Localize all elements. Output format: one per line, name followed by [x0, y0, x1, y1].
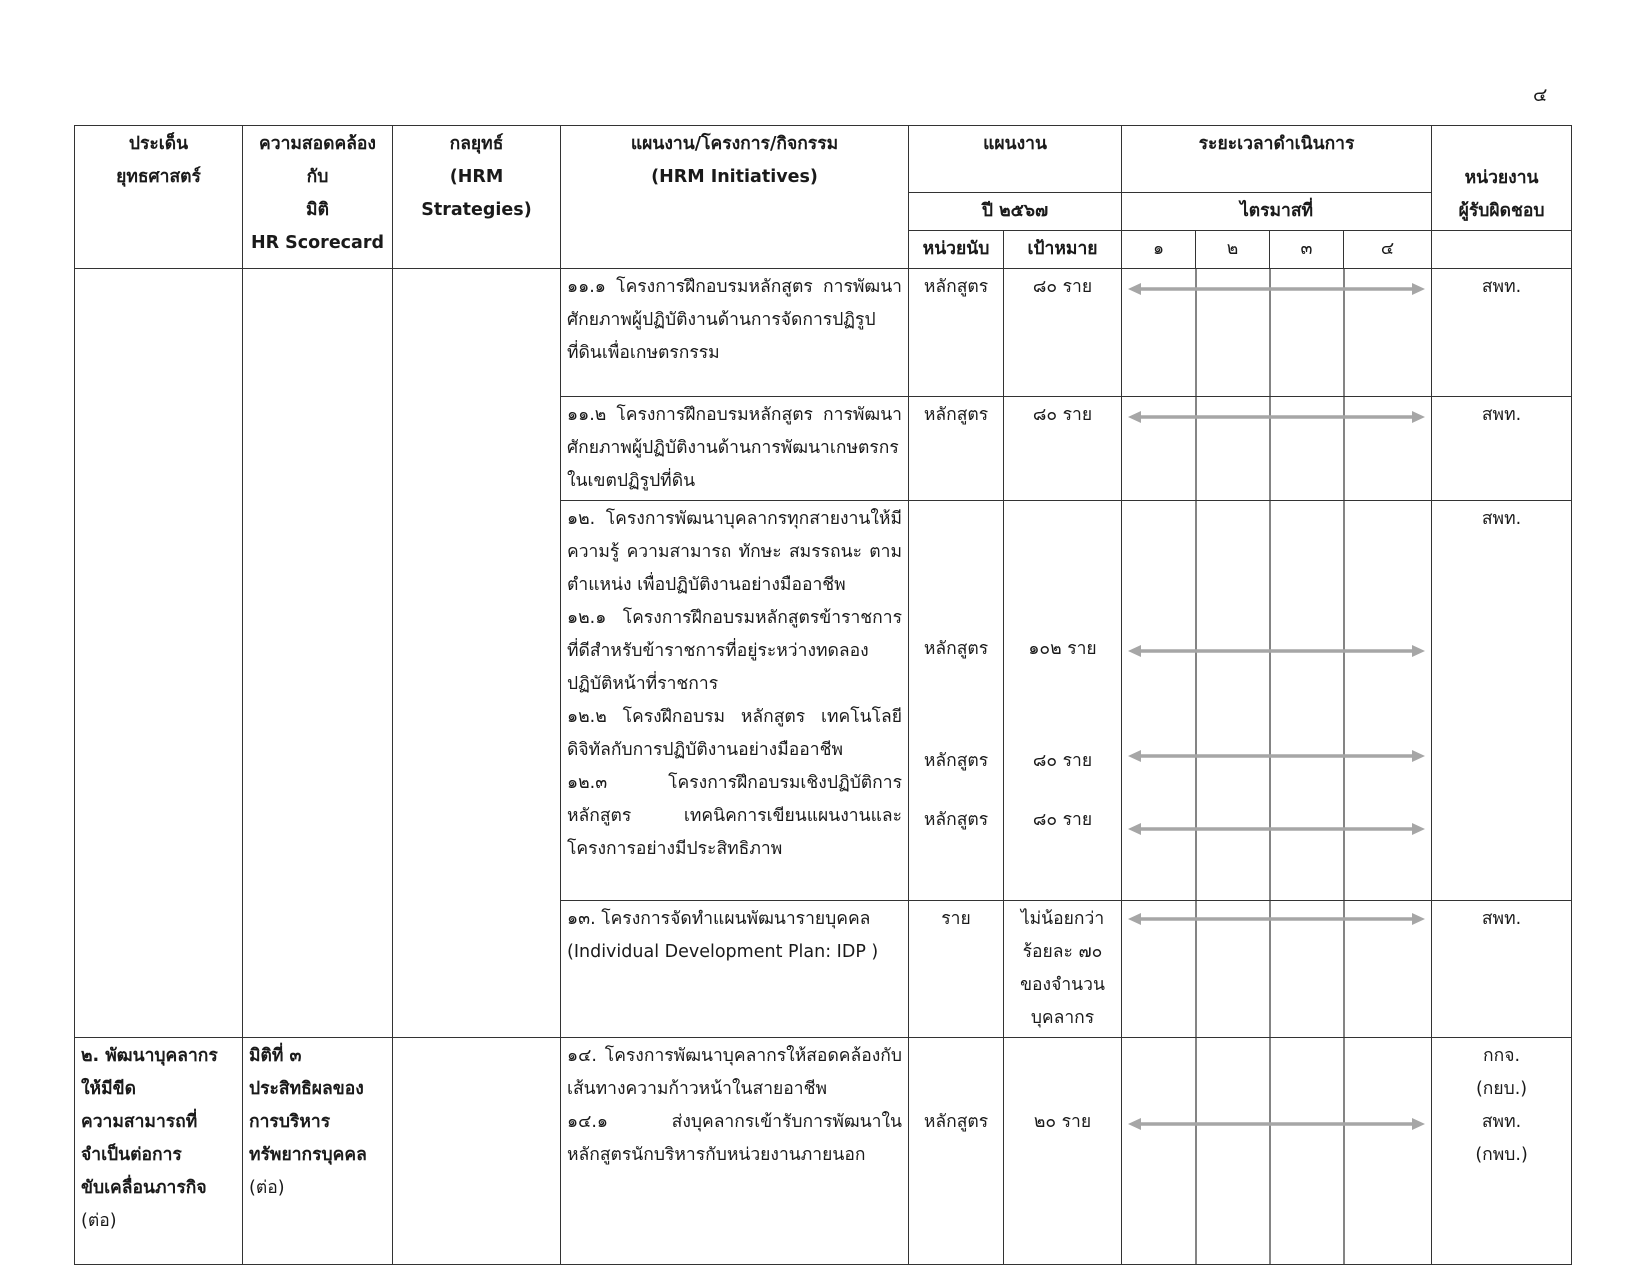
unit-cell [909, 501, 1004, 901]
header-empty [1432, 231, 1572, 269]
header-responsible: หน่วยงาน ผู้รับผิดชอบ [1432, 126, 1572, 231]
plan-cell: ๑๓. โครงการจัดทำแผนพัฒนารายบุคคล (Individual Development Plan: IDP ) [561, 901, 909, 1038]
timeline-cell [1122, 901, 1432, 1038]
unit-cell: หลักสูตร [909, 1038, 1004, 1265]
issue-cell: ๒. พัฒนาบุคลากร ให้มีขีด ความสามารถที่ จำเป็นต่อการ ขับเคลื่อนภารกิจ (ต่อ) [75, 1038, 243, 1265]
quarter-grid [1122, 1038, 1431, 1264]
sub-plan: ๑๒.๑ โครงการฝึกอบรมหลักสูตรข้าราชการที่ดีสำหรับข้าราชการที่อยู่ระหว่างทดลองปฏิบัติหน้าที่ราชการ [567, 608, 902, 694]
header-year: ปี ๒๕๖๗ [909, 193, 1122, 231]
unit-cell: ราย [909, 901, 1004, 1038]
timeline-cell [1122, 501, 1432, 901]
sub-target: ๘๐ ราย [1032, 751, 1093, 771]
strategy-cell [393, 269, 561, 1038]
sub-unit: หลักสูตร [923, 639, 989, 659]
responsible-cell: สพท. [1432, 397, 1572, 501]
plan-cell [561, 1038, 909, 1265]
header-period: ระยะเวลาดำเนินการ [1122, 126, 1432, 193]
unit-cell: หลักสูตร [909, 269, 1004, 397]
header-plans: แผนงาน/โครงการ/กิจกรรม (HRM Initiatives) [561, 126, 909, 269]
target-cell: ๒๐ ราย [1004, 1038, 1122, 1265]
strategy-cell [393, 1038, 561, 1265]
timeline-arrow [1122, 746, 1431, 766]
header-unit: หน่วยนับ [909, 231, 1004, 269]
plan-cell [561, 501, 909, 901]
sub-target: ๘๐ ราย [1032, 810, 1093, 830]
sub-plan: ๑๔.๑ ส่งบุคลากรเข้ารับการพัฒนาในหลักสูตรนักบริหารกับหน่วยงานภายนอก [567, 1112, 902, 1165]
timeline-arrow [1122, 407, 1431, 427]
sub-plan: ๑๒.๒ โครงฝึกอบรม หลักสูตร เทคโนโลยีดิจิทัลกับการปฏิบัติงานอย่างมืออาชีพ [567, 707, 902, 760]
timeline-arrow [1122, 819, 1431, 839]
plan-cell: ๑๑.๑ โครงการฝึกอบรมหลักสูตร การพัฒนาศักยภาพผู้ปฏิบัติงานด้านการจัดการปฏิรูปที่ดินเพื่อเกษตรกรรม [561, 269, 909, 397]
header-issue: ประเด็น ยุทธศาสตร์ [75, 126, 243, 269]
plan-title: ๑๔. โครงการพัฒนาบุคลากรให้สอดคล้องกับเส้นทางความก้าวหน้าในสายอาชีพ [567, 1046, 902, 1099]
header-q4: ๔ [1344, 231, 1432, 269]
sub-unit: หลักสูตร [923, 751, 989, 771]
header-target: เป้าหมาย [1004, 231, 1122, 269]
issue-cell [75, 269, 243, 1038]
timeline-cell [1122, 397, 1432, 501]
timeline-arrow [1122, 279, 1431, 299]
timeline-cell [1122, 269, 1432, 397]
header-q2: ๒ [1196, 231, 1270, 269]
table-row [75, 269, 1572, 397]
header-strategy: กลยุทธ์ (HRM Strategies) [393, 126, 561, 269]
timeline-arrow [1122, 909, 1431, 929]
header-q3: ๓ [1270, 231, 1344, 269]
timeline-cell [1122, 1038, 1432, 1265]
sub-plan: ๑๒.๓ โครงการฝึกอบรมเชิงปฏิบัติการ หลักสูตร เทคนิคการเขียนแผนงานและโครงการอย่างมีประสิทธิภาพ [567, 773, 902, 859]
header-quarter: ไตรมาสที่ [1122, 193, 1432, 231]
plan-title: ๑๒. โครงการพัฒนาบุคลากรทุกสายงานให้มีความรู้ ความสามารถ ทักษะ สมรรถนะ ตามตำแหน่ง เพื่อปฏิบัติงานอย่างมืออาชีพ [567, 509, 902, 595]
responsible-cell: กกจ. (กยบ.) สพท. (กพบ.) [1432, 1038, 1572, 1265]
target-cell: ไม่น้อยกว่า ร้อยละ ๗๐ ของจำนวน บุคลากร [1004, 901, 1122, 1038]
timeline-arrow [1122, 1114, 1431, 1134]
hr-plan-table [74, 125, 1572, 1265]
sub-unit: หลักสูตร [923, 810, 989, 830]
plan-cell: ๑๑.๒ โครงการฝึกอบรมหลักสูตร การพัฒนาศักยภาพผู้ปฏิบัติงานด้านการพัฒนาเกษตรกรในเขตปฏิรูปที่ดิน [561, 397, 909, 501]
table-row [75, 1038, 1572, 1265]
alignment-cell: มิติที่ ๓ ประสิทธิผลของ การบริหาร ทรัพยากรบุคคล (ต่อ) [243, 1038, 393, 1265]
responsible-cell: สพท. [1432, 269, 1572, 397]
target-cell: ๘๐ ราย [1004, 397, 1122, 501]
header-alignment: ความสอดคล้อง กับ มิติ HR Scorecard [243, 126, 393, 269]
timeline-arrow [1122, 641, 1431, 661]
quarter-grid [1122, 501, 1431, 900]
sub-target: ๑๐๒ ราย [1028, 639, 1097, 659]
page-number: ๔ [1533, 84, 1548, 106]
target-cell [1004, 501, 1122, 901]
header-q1: ๑ [1122, 231, 1196, 269]
responsible-cell: สพท. [1432, 901, 1572, 1038]
alignment-cell [243, 269, 393, 1038]
target-cell: ๘๐ ราย [1004, 269, 1122, 397]
unit-cell: หลักสูตร [909, 397, 1004, 501]
responsible-cell: สพท. [1432, 501, 1572, 901]
header-target-group: แผนงาน [909, 126, 1122, 193]
